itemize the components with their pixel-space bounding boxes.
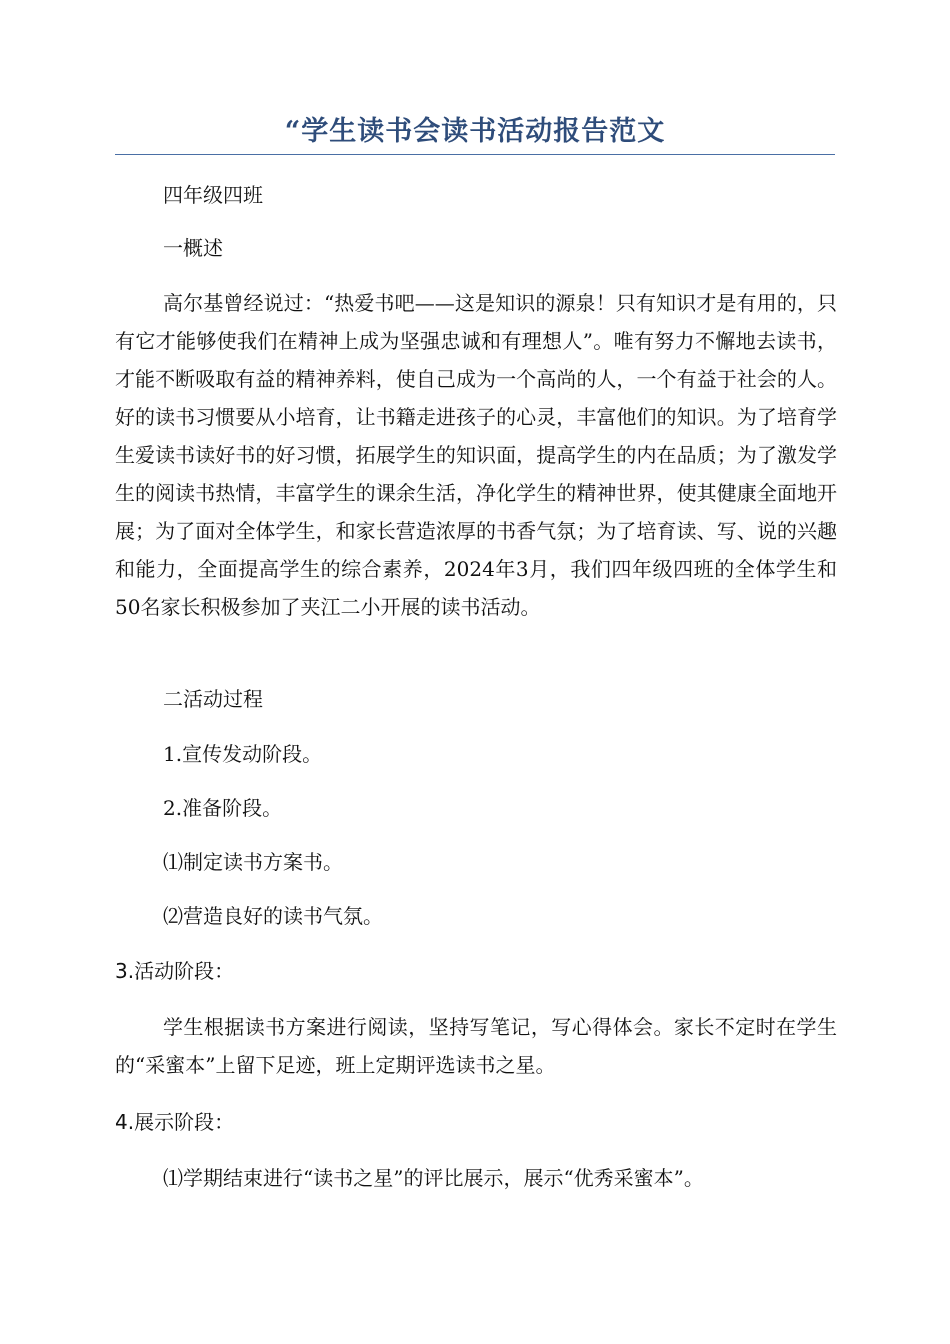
step-4-item-a: ⑴学期结束进行“读书之星”的评比展示，展示“优秀采蜜本”。 bbox=[163, 1166, 704, 1190]
step-4-heading: 4.展示阶段： bbox=[115, 1110, 235, 1134]
title-underline bbox=[115, 154, 835, 155]
overview-paragraph: 高尔基曾经说过：“热爱书吧——这是知识的源泉！只有知识才是有用的，只有它才能够使我们在精神上成为坚强忠诚和有理想人”。唯有努力不懈地去读书，才能不断吸取有益的精神养料，使自己成为一个高尚的人，一个有益于社会的人。好的读书习惯要从小培育，让书籍走进孩子的心灵，丰富他们的知识。为了培育学生爱读书读好书的好习惯，拓展学生的知识面，提高学生的内在品质；为了激发学生的阅读书热情，丰富学生的课余生活，净化学生的精神世界，使其健康全面地开展；为了面对全体学生，和家长营造浓厚的书香气氛；为了培育读、写、说的兴趣和能力，全面提高学生的综合素养，2024年3月，我们四年级四班的全体学生和50名家长积极参加了夹江二小开展的读书活动。 bbox=[115, 291, 837, 619]
class-name: 四年级四班 bbox=[163, 183, 263, 207]
document-title: “学生读书会读书活动报告范文 bbox=[284, 116, 666, 147]
step-2-item-b: ⑵营造良好的读书气氛。 bbox=[163, 904, 383, 928]
step-2-item-a: ⑴制定读书方案书。 bbox=[163, 850, 343, 874]
section-heading-process: 二活动过程 bbox=[163, 687, 263, 711]
section-heading-overview: 一概述 bbox=[163, 236, 223, 260]
step-2: 2.准备阶段。 bbox=[163, 796, 283, 820]
step-3-paragraph: 学生根据读书方案进行阅读，坚持写笔记，写心得体会。家长不定时在学生的“采蜜本”上留下足迹，班上定期评选读书之星。 bbox=[115, 1015, 837, 1077]
step-1: 1.宣传发动阶段。 bbox=[163, 742, 323, 766]
step-3-heading: 3.活动阶段： bbox=[115, 959, 235, 983]
